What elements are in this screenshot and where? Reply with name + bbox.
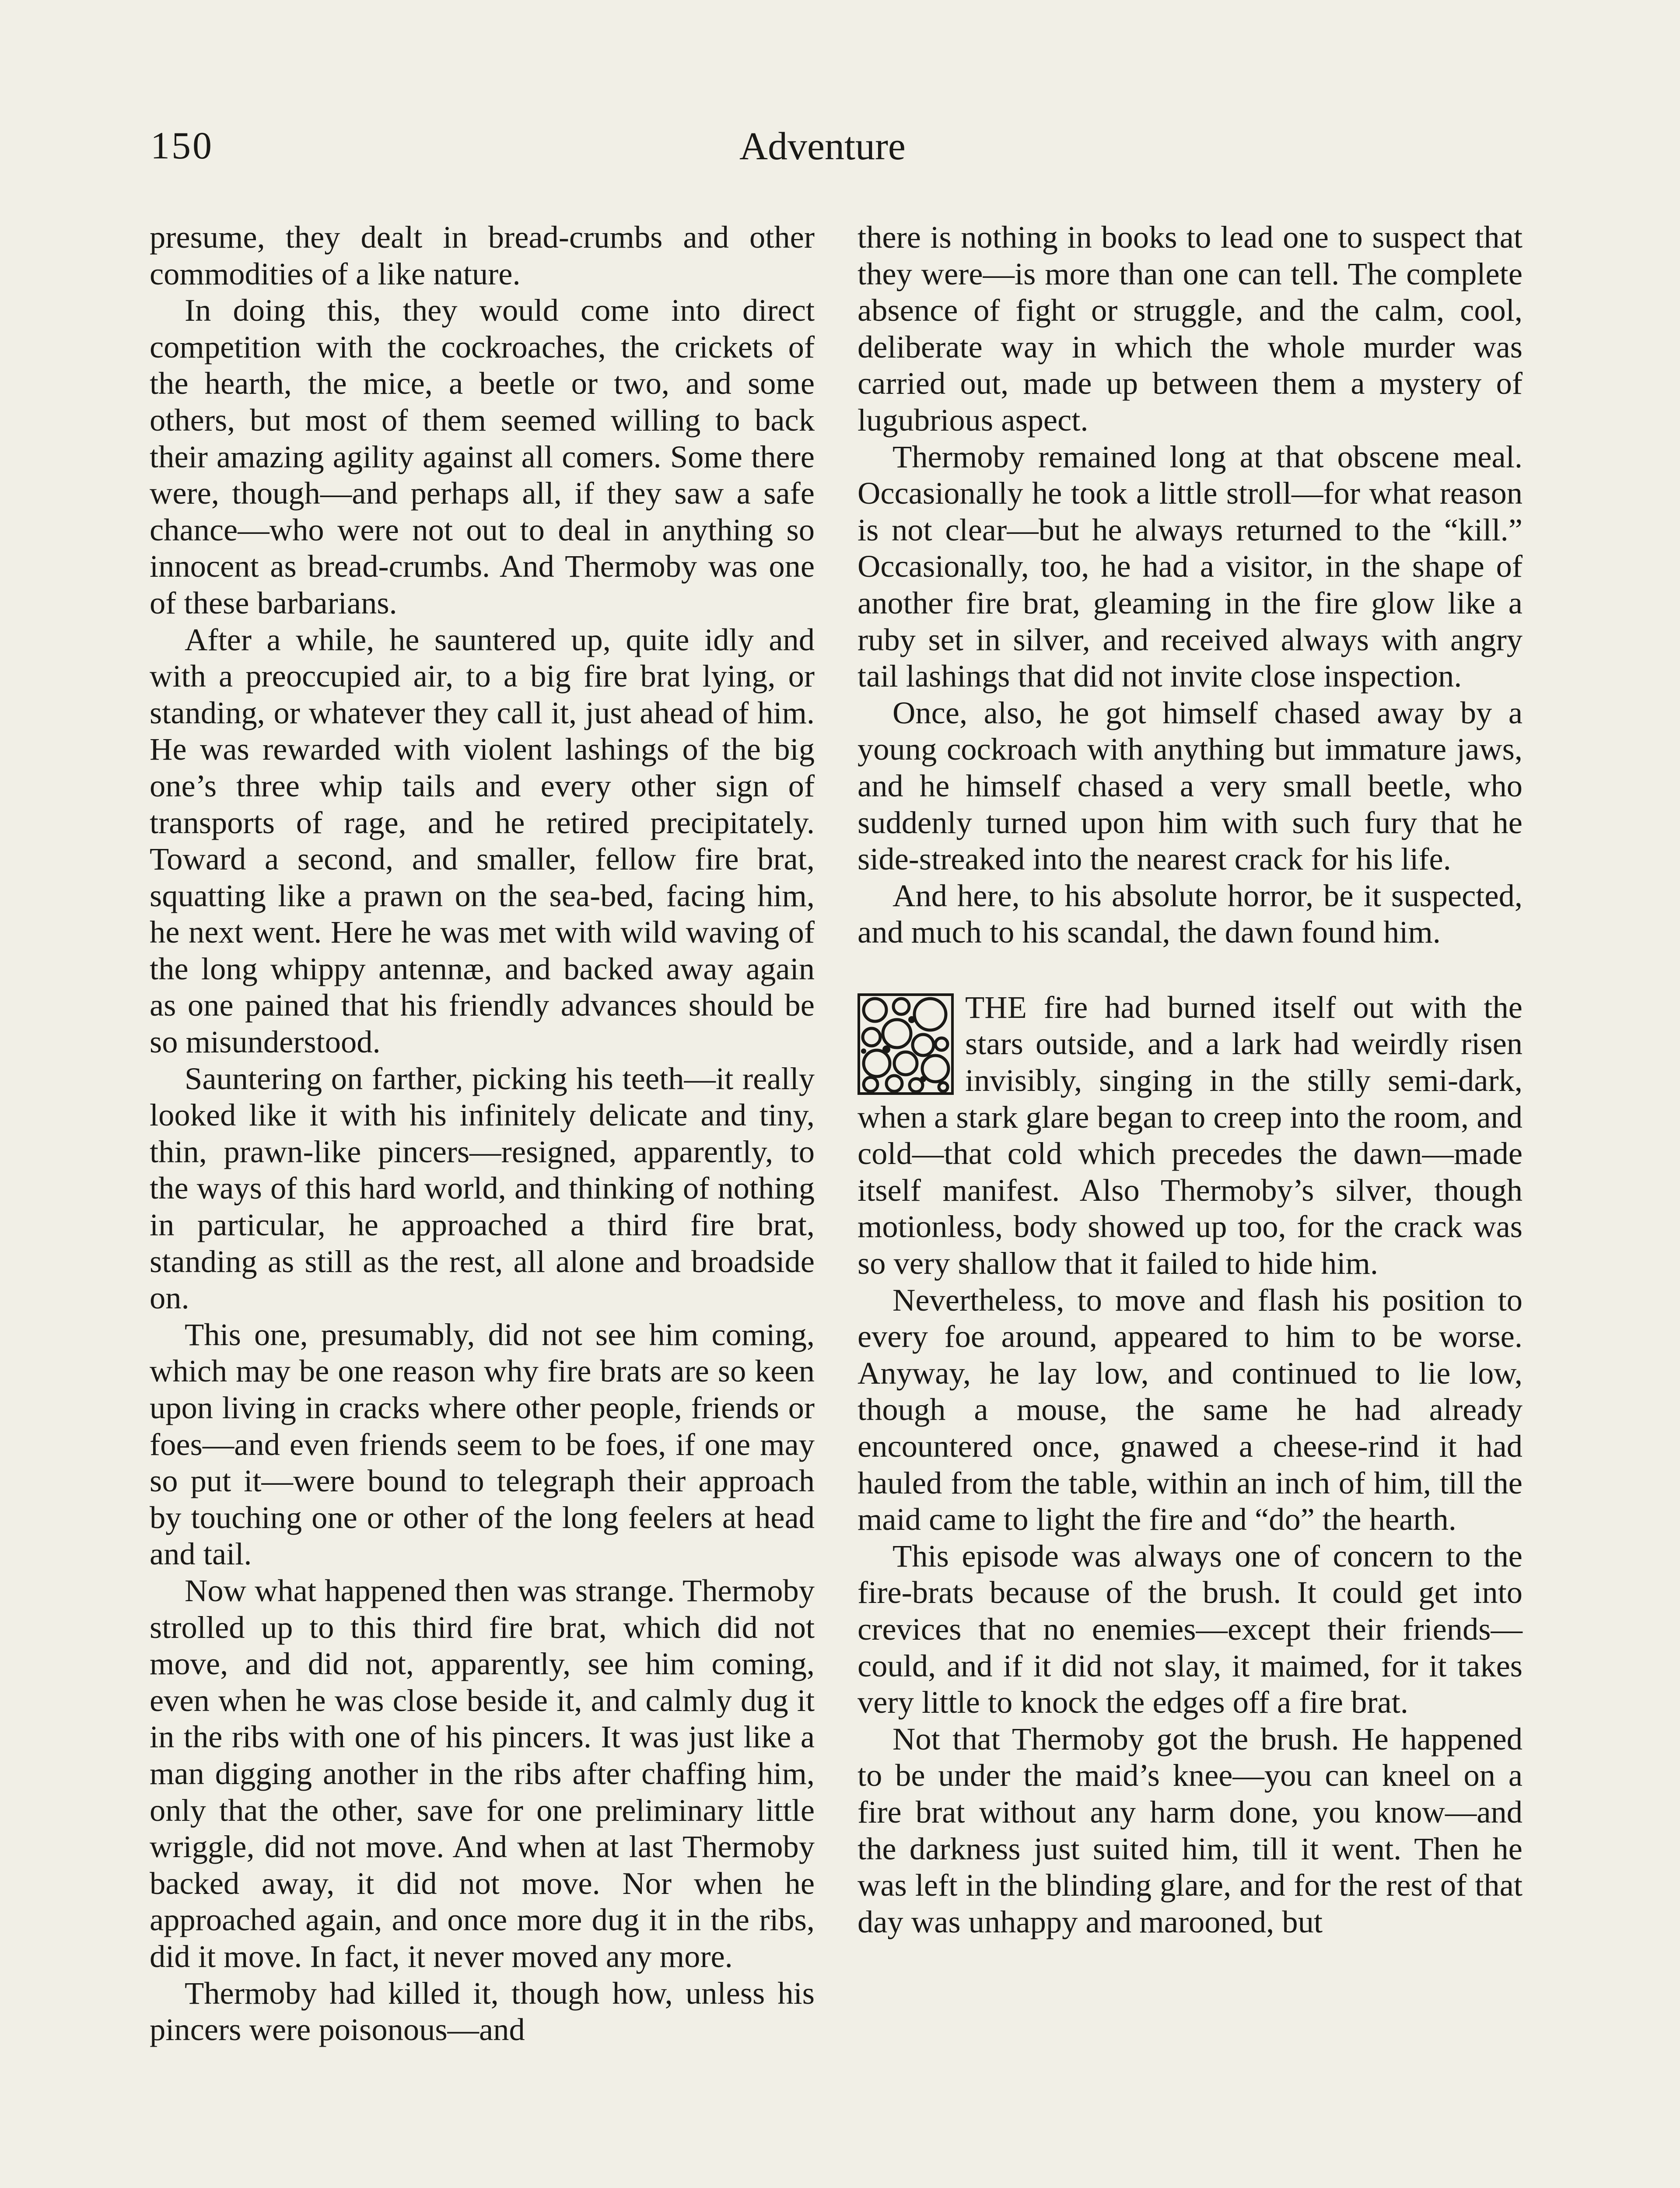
paragraph: After a while, he sauntered up, quite idly and with a preoccupied air, to a big fire brat lying, or standing, or whatever they call it, just ahead of him. He was rewarded with violent lashings of the big one’s three whip tails and every other sign of transports of rage, and he retired precipitately. Toward a second, and smaller, fellow fire brat, squatting like a prawn on the sea-bed, facing him, he next went. Here he was met with wild waving of the long whippy antennæ, and backed away again as one pained that his friendly advances should be so misunderstood. bbox=[150, 621, 815, 1060]
paragraph: This one, presumably, did not see him coming, which may be one reason why fire brats are so keen upon living in cracks where other people, friends or foes—and even friends seem to be foes, if one may so put it—were bound to telegraph their approach by touching one or other of the long feelers at head and tail. bbox=[150, 1316, 815, 1572]
paragraph: This episode was always one of concern to the fire-brats because of the brush. It could get into crevices that no enemies—except their friends—could, and if it did not slay, it maimed, for it takes very little to knock the edges off a fire brat. bbox=[858, 1538, 1522, 1720]
section-break bbox=[858, 950, 1522, 989]
right-column bbox=[858, 219, 1522, 1940]
paragraph: And here, to his absolute horror, be it suspected, and much to his scandal, the dawn found him. bbox=[858, 877, 1522, 950]
paragraph: presume, they dealt in bread-crumbs and other commodities of a like nature. bbox=[150, 219, 815, 291]
paragraph: Thermoby remained long at that obscene meal. Occasionally he took a little stroll—for what reason is not clear—but he always returned to the “kill.” Occasionally, too, he had a visitor, in the shape of another fire brat, gleaming in the fire glow like a ruby set in silver, and received always with angry tail lashings that did not invite close inspection. bbox=[858, 438, 1522, 694]
paragraph: Nevertheless, to move and flash his position to every foe around, appeared to him to be worse. Anyway, he lay low, and continued to lie low, though a mouse, the same he had already encountered once, gnawed a cheese-rind it had hauled from the table, within an inch of him, till the maid came to light the fire and “do” the hearth. bbox=[858, 1282, 1522, 1537]
paragraph: Thermoby had killed it, though how, unless his pincers were poisonous—and bbox=[150, 1975, 815, 2048]
paragraph: there is nothing in books to lead one to suspect that they were—is more than one can tell. The complete absence of fight or struggle, and the calm, cool, deliberate way in which the whole murder was carried out, made up between them a mystery of lugubrious aspect. bbox=[858, 219, 1522, 438]
paragraph: THE fire had burned itself out with the stars outside, and a lark had weirdly risen invisibly, singing in the stilly semi-dark, when a stark glare began to creep into the room, and cold—that cold which precedes the dawn—made itself manifest. Also Thermoby’s silver, though motionless, body showed up too, for the crack was so very shallow that it failed to hide him. bbox=[858, 989, 1522, 1281]
page-number: 150 bbox=[150, 125, 214, 167]
magazine-title: Adventure bbox=[739, 125, 906, 168]
paragraph: Not that Thermoby got the brush. He happened to be under the maid’s knee—you can kneel on a fire brat without any harm done, you know—and the darkness just suited him, till it went. Then he was left in the blinding glare, and for the rest of that day was unhappy and marooned, but bbox=[858, 1721, 1522, 1939]
paragraph: Now what happened then was strange. Thermoby strolled up to this third fire brat, which did not move, and did not, apparently, see him coming, even when he was close beside it, and calmly dug it in the ribs with one of his pincers. It was just like a man digging another in the ribs after chaffing him, only that the other, save for one preliminary little wriggle, did not move. And when at last Thermoby backed away, it did not move. Nor when he approached again, and once more dug it in the ribs, did it move. In fact, it never moved any more. bbox=[150, 1572, 815, 1974]
paragraph: In doing this, they would come into direct competition with the cockroaches, the crickets of the hearth, the mice, a beetle or two, and some others, but most of them seemed willing to back their amazing agility against all comers. Some there were, though—and perhaps all, if they saw a safe chance—who were not out to deal in anything so innocent as bread-crumbs. And Thermoby was one of these barbarians. bbox=[150, 292, 815, 621]
paragraph: Once, also, he got himself chased away by a young cockroach with anything but immature jaws, and he himself chased a very small beetle, who suddenly turned upon him with such fury that he side-streaked into the nearest crack for his life. bbox=[858, 694, 1522, 877]
left-column bbox=[150, 219, 815, 2048]
ornamental-bubble-initial-icon bbox=[858, 993, 954, 1095]
paragraph: Sauntering on farther, picking his teeth—it really looked like it with his infinitely delicate and tiny, thin, prawn-like pincers—resigned, apparently, to the ways of this hard world, and thinking of nothing in particular, he approached a third fire brat, standing as still as the rest, all alone and broadside on. bbox=[150, 1060, 815, 1316]
